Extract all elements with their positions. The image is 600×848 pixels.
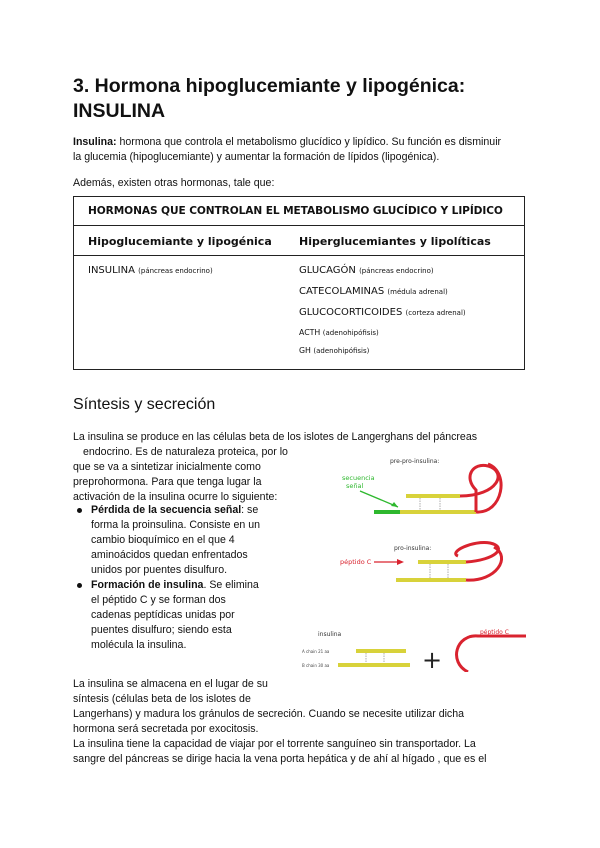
list-item: Formación de insulina. Se elimina el péptido C y se forman dos cadenas peptídicas unidas por puentes disulfuro; siendo esta molécula la insulina. xyxy=(73,578,293,653)
intro-text-2: la glucemia (hipoglucemiante) y aumentar la formación de lípidos (lipogénica). xyxy=(73,151,440,163)
body-line: sangre del páncreas se dirige hacia la vena porta hepática y de ahí al hígado , que es el xyxy=(73,753,487,765)
title-line-2: INSULINA xyxy=(73,100,166,122)
body-line: Langerhans) y madura los gránulos de secreción. Cuando se necesite utilizar dicha xyxy=(73,708,465,720)
senal-label: señal xyxy=(346,482,364,490)
chain-a-label: A chain 21 aa xyxy=(302,649,330,654)
chain-b-label: B chain 30 aa xyxy=(302,663,330,668)
insulina-label: insulina xyxy=(318,631,342,638)
hormones-table xyxy=(73,196,525,370)
table-cell: GH (adenohipófisis) xyxy=(299,346,370,355)
table-cell: GLUCOCORTICOIDES (corteza adrenal) xyxy=(299,307,466,318)
list-item: Pérdida de la secuencia señal: se forma la proinsulina. Consiste en un cambio bioquímico en el que 4 aminoácidos quedan enfrentados unidos por puentes disulfuro. xyxy=(73,503,293,578)
peptido-c-label: péptido C xyxy=(340,558,372,566)
table-cell: CATECOLAMINAS (médula adrenal) xyxy=(299,286,448,297)
body-line: activación de la insulina ocurre lo siguiente: xyxy=(73,491,278,503)
body-line: hormona será secretada por exocitosis. xyxy=(73,723,259,735)
table-divider xyxy=(74,225,524,226)
page-title xyxy=(73,74,533,124)
intro-paragraph xyxy=(73,135,528,165)
table-cell: GLUCAGÓN (páncreas endocrino) xyxy=(299,265,434,276)
intro-text-1: hormona que controla el metabolismo glucídico y lipídico. Su función es disminuir xyxy=(116,136,502,148)
preproinsulina-label: pre-pro-insulina: xyxy=(390,458,440,465)
intro-bold-term: Insulina: xyxy=(73,136,117,148)
secuencia-label: secuencia xyxy=(342,474,375,482)
proinsulina-label: pro-insulina: xyxy=(394,545,432,552)
section-title: Síntesis y secreción xyxy=(73,396,216,413)
body-line: endocrino. Es de naturaleza proteica, por lo xyxy=(83,446,288,458)
col2-header: Hiperglucemiantes y lipolíticas xyxy=(299,235,491,248)
arrow-head xyxy=(397,559,404,565)
table-cell: INSULINA (páncreas endocrino) xyxy=(88,265,213,276)
plus-sign: + xyxy=(422,646,443,672)
col1-header: Hipoglucemiante y lipogénica xyxy=(88,235,272,248)
body-line: que se va a sintetizar inicialmente como xyxy=(73,461,261,473)
body-line: La insulina se produce en las células beta de los islotes de Langerghans del páncreas xyxy=(73,431,478,443)
body-line: preprohormona. Para que tenga lugar la xyxy=(73,476,262,488)
peptide-c-loop xyxy=(456,543,499,562)
steps-list xyxy=(73,503,293,653)
bullet-dot xyxy=(77,583,82,588)
table-divider xyxy=(74,255,524,256)
body-line: La insulina se almacena en el lugar de su xyxy=(73,678,268,690)
body-line: La insulina tiene la capacidad de viajar por el torrente sanguíneo sin transportador. La xyxy=(73,738,476,750)
ademas-paragraph: Además, existen otras hormonas, tale que: xyxy=(73,177,275,189)
table-cell: ACTH (adenohipófisis) xyxy=(299,328,379,337)
peptide-c-fragment xyxy=(457,636,526,672)
body-line: síntesis (células beta de los islotes de xyxy=(73,693,251,705)
peptido-c-fragment-label: péptido C xyxy=(480,629,509,636)
insulin-diagram xyxy=(298,452,528,672)
bullet-dot xyxy=(77,508,82,513)
table-title: HORMONAS QUE CONTROLAN EL METABOLISMO GLUCÍDICO Y LIPÍDICO xyxy=(88,205,503,217)
title-line-1: 3. Hormona hipoglucemiante y lipogénica: xyxy=(73,75,466,97)
